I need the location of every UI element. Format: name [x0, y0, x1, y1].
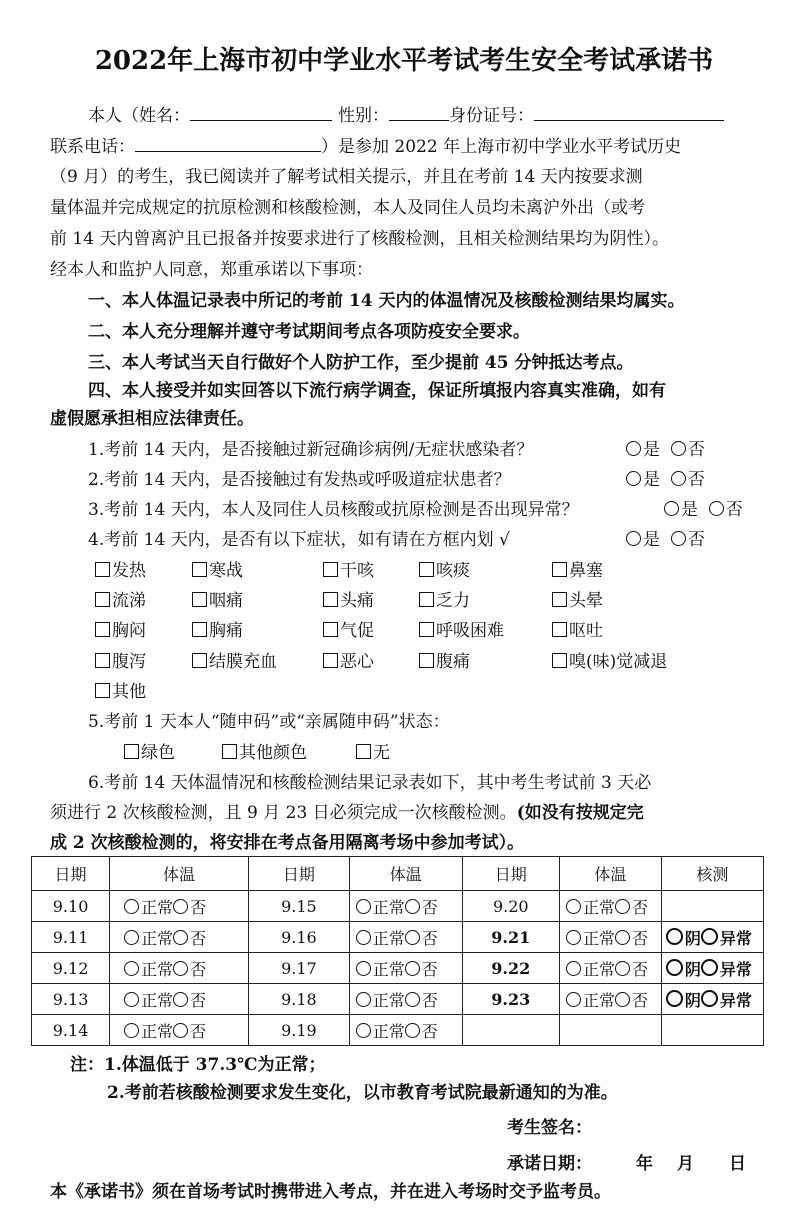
symptom-label: 寒战	[209, 561, 243, 581]
normal-radio[interactable]	[124, 899, 139, 914]
checkbox-icon[interactable]	[419, 592, 434, 607]
nat-cell	[661, 891, 763, 922]
date-cell: 9.16	[249, 922, 350, 953]
code-option-label: 无	[373, 743, 390, 763]
symptom-item[interactable]	[192, 590, 243, 612]
negative-radio[interactable]	[666, 959, 683, 976]
symptom-item[interactable]	[323, 560, 374, 582]
header-cell: 日期	[32, 857, 110, 891]
q2-no-radio[interactable]	[671, 471, 686, 486]
normal-radio[interactable]	[566, 899, 581, 914]
q4-yes-radio[interactable]	[626, 531, 641, 546]
empty-cell	[560, 1015, 662, 1046]
question-5: 5.考前 1 天本人“随申码”或“亲属随申码”状态：	[88, 712, 450, 732]
symptom-item[interactable]	[95, 590, 146, 612]
symptom-label: 嗅(味)觉减退	[569, 652, 668, 672]
normal-radio[interactable]	[124, 930, 139, 945]
abnormal-label: 异常	[719, 928, 752, 948]
code-option-green[interactable]	[124, 742, 175, 764]
intro-line-3: （9 月）的考生，我已阅读并了解考试相关提示，并且在考前 14 天内按要求测	[50, 167, 643, 187]
day-label: 日	[729, 1154, 746, 1174]
temp-cell[interactable]	[110, 922, 249, 953]
temperature-record-table	[31, 856, 764, 1046]
intro-line-5: 前 14 天内曾离沪且已报备并按要求进行了核酸检测，且相关检测结果均为阴性）。	[50, 229, 669, 249]
date-cell: 9.13	[32, 984, 110, 1015]
signature-label: 考生签名：	[507, 1118, 592, 1138]
date-cell: 9.15	[249, 891, 350, 922]
abnormal-radio[interactable]	[405, 992, 420, 1007]
date-cell: 9.19	[249, 1015, 350, 1046]
no-label: 否	[687, 530, 705, 550]
temp-cell[interactable]	[349, 891, 462, 922]
yes-label: 是	[643, 530, 660, 550]
question-4-options	[626, 529, 705, 551]
date-cell: 9.18	[249, 984, 350, 1015]
negative-radio[interactable]	[666, 928, 683, 945]
checkbox-icon[interactable]	[356, 744, 371, 759]
intro-line-2	[50, 135, 681, 158]
temp-cell[interactable]	[110, 891, 249, 922]
symptom-item[interactable]	[95, 681, 146, 703]
symptom-item[interactable]	[552, 651, 667, 673]
signature-field[interactable]	[601, 1109, 761, 1133]
symptom-item[interactable]	[419, 560, 470, 582]
normal-label: 正常	[141, 897, 174, 917]
header-cell: 核测	[661, 857, 763, 891]
no-label: 否	[632, 897, 649, 917]
table-row	[32, 1015, 764, 1046]
question-6-line-2	[50, 802, 644, 824]
symptom-label: 流涕	[112, 591, 146, 611]
empty-cell	[462, 1015, 559, 1046]
symptom-label: 发热	[112, 561, 146, 581]
temp-cell[interactable]	[110, 1015, 249, 1046]
symptom-item[interactable]	[552, 620, 603, 642]
code-option-other[interactable]	[222, 742, 307, 764]
normal-label: 正常	[583, 959, 616, 979]
no-label: 否	[421, 897, 438, 917]
symptom-item[interactable]	[192, 560, 243, 582]
intro-line-1	[88, 104, 724, 127]
symptom-item[interactable]	[323, 590, 374, 612]
date-cell: 9.12	[32, 953, 110, 984]
date-cell: 9.11	[32, 922, 110, 953]
intro-line-6: 经本人和监护人同意，郑重承诺以下事项：	[50, 260, 373, 280]
no-label: 否	[190, 897, 207, 917]
symptom-label: 咽痛	[209, 591, 243, 611]
abnormal-radio[interactable]	[701, 959, 718, 976]
header-cell: 日期	[249, 857, 350, 891]
checkbox-icon[interactable]	[95, 683, 110, 698]
pledge-1: 一、本人体温记录表中所记的考前 14 天内的体温情况及核酸检测结果均属实。	[88, 291, 685, 311]
date-cell: 9.17	[249, 953, 350, 984]
negative-radio[interactable]	[666, 990, 683, 1007]
date-cell: 9.14	[32, 1015, 110, 1046]
checkbox-icon[interactable]	[323, 562, 338, 577]
date-cell: 9.23	[462, 984, 559, 1015]
abnormal-radio[interactable]	[615, 961, 630, 976]
table-row	[32, 891, 764, 922]
abnormal-radio[interactable]	[701, 990, 718, 1007]
checkbox-icon[interactable]	[552, 592, 567, 607]
abnormal-label: 异常	[719, 990, 752, 1010]
question-3-options	[664, 499, 743, 521]
symptom-item[interactable]	[419, 620, 504, 642]
id-label: 身份证号：	[449, 106, 534, 126]
question-2-options	[626, 469, 705, 491]
abnormal-radio[interactable]	[405, 1023, 420, 1038]
normal-radio[interactable]	[566, 961, 581, 976]
checkbox-icon[interactable]	[95, 562, 110, 577]
temp-cell[interactable]	[560, 953, 662, 984]
phone-field[interactable]	[135, 135, 321, 152]
symptom-label: 胸痛	[209, 621, 243, 641]
no-label: 否	[190, 928, 207, 948]
symptom-item[interactable]	[192, 620, 243, 642]
nat-cell[interactable]	[661, 984, 763, 1015]
negative-label: 阴	[684, 959, 701, 979]
negative-label: 阴	[684, 990, 701, 1010]
temp-cell[interactable]	[349, 922, 462, 953]
note-2: 2.考前若核酸检测要求发生变化，以市教育考试院最新通知的为准。	[107, 1083, 618, 1103]
q1-no-radio[interactable]	[671, 441, 686, 456]
checkbox-icon[interactable]	[222, 744, 237, 759]
pledge-2: 二、本人充分理解并遵守考试期间考点各项防疫安全要求。	[88, 322, 530, 342]
abnormal-radio[interactable]	[615, 992, 630, 1007]
symptom-label: 干咳	[340, 561, 374, 581]
symptom-item[interactable]	[323, 651, 374, 673]
no-label: 否	[190, 990, 207, 1010]
symptom-label: 腹痛	[436, 652, 470, 672]
symptom-label: 气促	[340, 621, 374, 641]
pledge-4b: 虚假愿承担相应法律责任。	[50, 409, 254, 429]
nat-cell[interactable]	[661, 922, 763, 953]
normal-label: 正常	[583, 990, 616, 1010]
checkbox-icon[interactable]	[124, 744, 139, 759]
yes-label: 是	[643, 470, 660, 490]
abnormal-radio[interactable]	[173, 1023, 188, 1038]
question-6-line-1: 6.考前 14 天体温情况和核酸检测结果记录表如下，其中考生考试前 3 天必	[88, 773, 652, 793]
symptom-label: 乏力	[436, 591, 470, 611]
normal-label: 正常	[141, 928, 174, 948]
normal-label: 正常	[372, 959, 405, 979]
no-label: 否	[687, 470, 705, 490]
header-cell: 体温	[349, 857, 462, 891]
checkbox-icon[interactable]	[192, 653, 207, 668]
no-label: 否	[421, 959, 438, 979]
symptom-label: 其他	[112, 682, 146, 702]
header-cell: 体温	[560, 857, 662, 891]
symptom-item[interactable]	[552, 590, 603, 612]
abnormal-radio[interactable]	[615, 899, 630, 914]
temp-cell[interactable]	[349, 953, 462, 984]
no-label: 否	[687, 440, 705, 460]
symptom-item[interactable]	[95, 651, 146, 673]
question-3: 3.考前 14 天内，本人及同住人员核酸或抗原检测是否出现异常？	[88, 500, 579, 520]
abnormal-radio[interactable]	[173, 992, 188, 1007]
symptom-label: 呕吐	[569, 621, 603, 641]
gender-label: 性别：	[338, 106, 389, 126]
symptom-item[interactable]	[95, 560, 146, 582]
code-option-label: 其他颜色	[239, 743, 307, 763]
checkbox-icon[interactable]	[192, 622, 207, 637]
symptom-item[interactable]	[95, 620, 146, 642]
month-label: 月	[677, 1154, 694, 1174]
intro-text-2: ）是参加 2022 年上海市初中学业水平考试历史	[321, 137, 682, 157]
q6-bold-text: (如没有按规定完	[516, 803, 644, 823]
normal-label: 正常	[583, 897, 616, 917]
abnormal-radio[interactable]	[405, 899, 420, 914]
symptom-label: 头晕	[569, 591, 603, 611]
symptom-label: 鼻塞	[569, 561, 603, 581]
normal-radio[interactable]	[566, 930, 581, 945]
normal-radio[interactable]	[356, 930, 371, 945]
normal-label: 正常	[372, 928, 405, 948]
header-cell: 体温	[110, 857, 249, 891]
temp-cell[interactable]	[349, 1015, 462, 1046]
no-label: 否	[190, 959, 207, 979]
table-header-row	[32, 857, 764, 891]
nat-cell[interactable]	[661, 953, 763, 984]
intro-line-4: 量体温并完成规定的抗原检测和核酸检测，本人及同住人员均未离沪外出（或考	[50, 198, 645, 218]
checkbox-icon[interactable]	[192, 592, 207, 607]
date-cell: 9.10	[32, 891, 110, 922]
temp-cell[interactable]	[110, 953, 249, 984]
symptom-label: 胸闷	[112, 621, 146, 641]
normal-label: 正常	[583, 928, 616, 948]
commit-date-label: 承诺日期：	[507, 1154, 592, 1174]
page-title: 2022年上海市初中学业水平考试考生安全考试承诺书	[94, 46, 714, 76]
symptom-item[interactable]	[419, 651, 470, 673]
no-label: 否	[421, 990, 438, 1010]
header-cell: 日期	[462, 857, 559, 891]
table-row	[32, 984, 764, 1015]
checkbox-icon[interactable]	[192, 562, 207, 577]
abnormal-label: 异常	[719, 959, 752, 979]
code-option-label: 绿色	[141, 743, 175, 763]
gender-field[interactable]	[389, 104, 449, 121]
normal-radio[interactable]	[124, 992, 139, 1007]
normal-label: 正常	[372, 990, 405, 1010]
q2-yes-radio[interactable]	[626, 471, 641, 486]
symptom-item[interactable]	[552, 560, 603, 582]
no-label: 否	[190, 1021, 207, 1041]
symptom-label: 咳痰	[436, 561, 470, 581]
date-cell: 9.21	[462, 922, 559, 953]
no-label: 否	[421, 928, 438, 948]
empty-cell	[661, 1015, 763, 1046]
phone-label: 联系电话：	[50, 137, 135, 157]
checkbox-icon[interactable]	[323, 592, 338, 607]
pledge-3: 三、本人考试当天自行做好个人防护工作，至少提前 45 分钟抵达考点。	[88, 353, 634, 373]
symptom-label: 腹泻	[112, 652, 146, 672]
abnormal-radio[interactable]	[615, 930, 630, 945]
no-label: 否	[632, 928, 649, 948]
checkbox-icon[interactable]	[552, 562, 567, 577]
symptom-label: 恶心	[340, 652, 374, 672]
yes-label: 是	[681, 500, 698, 520]
table-row	[32, 922, 764, 953]
q1-yes-radio[interactable]	[626, 441, 641, 456]
abnormal-radio[interactable]	[405, 930, 420, 945]
date-cell: 9.20	[462, 891, 559, 922]
symptom-item[interactable]	[323, 620, 374, 642]
normal-radio[interactable]	[124, 1023, 139, 1038]
table-row	[32, 953, 764, 984]
footer-note: 本《承诺书》须在首场考试时携带进入考点，并在进入考场时交予监考员。	[50, 1182, 611, 1202]
abnormal-radio[interactable]	[701, 928, 718, 945]
normal-radio[interactable]	[356, 1023, 371, 1038]
normal-label: 正常	[141, 959, 174, 979]
question-4: 4.考前 14 天内，是否有以下症状，如有请在方框内划 √	[88, 530, 510, 550]
abnormal-radio[interactable]	[405, 961, 420, 976]
name-label: 本人（姓名：	[88, 106, 190, 126]
temp-cell[interactable]	[110, 984, 249, 1015]
normal-label: 正常	[141, 1021, 174, 1041]
q3-no-radio[interactable]	[709, 501, 724, 516]
negative-label: 阴	[684, 928, 701, 948]
checkbox-icon[interactable]	[95, 622, 110, 637]
temp-cell[interactable]	[560, 891, 662, 922]
temp-cell[interactable]	[560, 984, 662, 1015]
symptom-item[interactable]	[419, 590, 470, 612]
normal-radio[interactable]	[356, 961, 371, 976]
checkbox-icon[interactable]	[419, 562, 434, 577]
no-label: 否	[725, 500, 743, 520]
date-cell: 9.22	[462, 953, 559, 984]
temp-cell[interactable]	[560, 922, 662, 953]
q6-text: 须进行 2 次核酸检测，且 9 月 23 日必须完成一次核酸检测。	[50, 803, 517, 823]
no-label: 否	[632, 990, 649, 1010]
pledge-4a: 四、本人接受并如实回答以下流行病学调查，保证所填报内容真实准确，如有	[88, 381, 666, 401]
q3-yes-radio[interactable]	[664, 501, 679, 516]
symptom-item[interactable]	[192, 651, 277, 673]
symptom-label: 头痛	[340, 591, 374, 611]
abnormal-radio[interactable]	[173, 899, 188, 914]
question-1: 1.考前 14 天内，是否接触过新冠确诊病例/无症状感染者？	[88, 440, 534, 460]
normal-label: 正常	[372, 897, 405, 917]
symptom-label: 结膜充血	[209, 652, 277, 672]
name-field[interactable]	[190, 104, 332, 121]
normal-radio[interactable]	[566, 992, 581, 1007]
yes-label: 是	[643, 440, 660, 460]
no-label: 否	[632, 959, 649, 979]
checkbox-icon[interactable]	[552, 653, 567, 668]
normal-radio[interactable]	[356, 899, 371, 914]
note-1: 注：1.体温低于 37.3℃为正常；	[70, 1055, 326, 1075]
checkbox-icon[interactable]	[323, 653, 338, 668]
normal-label: 正常	[372, 1021, 405, 1041]
normal-radio[interactable]	[356, 992, 371, 1007]
checkbox-icon[interactable]	[419, 622, 434, 637]
year-label: 年	[636, 1154, 653, 1174]
normal-label: 正常	[141, 990, 174, 1010]
no-label: 否	[421, 1021, 438, 1041]
question-6-line-3: 成 2 次核酸检测的，将安排在考点备用隔离考场中参加考试）。	[50, 833, 525, 853]
checkbox-icon[interactable]	[552, 622, 567, 637]
id-number-field[interactable]	[534, 104, 724, 121]
checkbox-icon[interactable]	[95, 653, 110, 668]
checkbox-icon[interactable]	[323, 622, 338, 637]
q4-no-radio[interactable]	[671, 531, 686, 546]
checkbox-icon[interactable]	[419, 653, 434, 668]
checkbox-icon[interactable]	[95, 592, 110, 607]
normal-radio[interactable]	[124, 961, 139, 976]
temp-cell[interactable]	[349, 984, 462, 1015]
question-2: 2.考前 14 天内，是否接触过有发热或呼吸道症状患者？	[88, 470, 511, 490]
symptom-label: 呼吸困难	[436, 621, 504, 641]
question-1-options	[626, 439, 705, 461]
abnormal-radio[interactable]	[173, 961, 188, 976]
abnormal-radio[interactable]	[173, 930, 188, 945]
code-option-none[interactable]	[356, 742, 390, 764]
